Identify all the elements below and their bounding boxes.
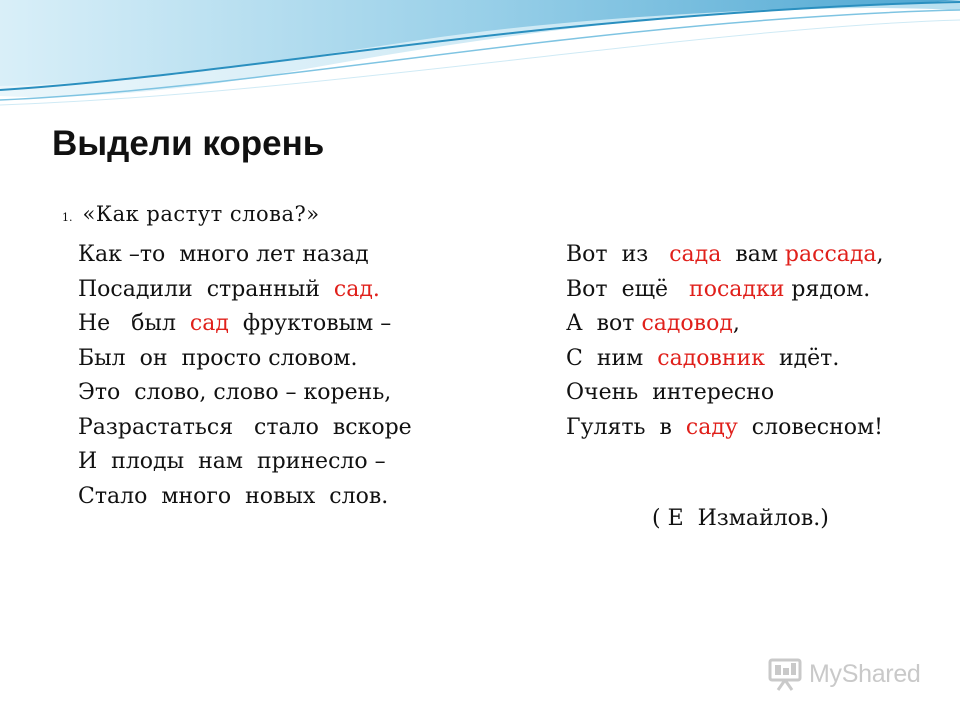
poem-line	[566, 238, 884, 273]
highlighted-root-word: саду	[685, 414, 738, 440]
poem-text: словесном!	[737, 414, 883, 440]
poem-line	[78, 445, 412, 480]
poem-text: идёт.	[764, 345, 840, 371]
poem-line	[78, 342, 412, 377]
poem-text: Гулять в	[566, 414, 686, 440]
poem-heading	[62, 202, 320, 226]
poem-text: Разрастаться стало вскоре	[78, 414, 412, 440]
highlighted-root-word: садовник	[657, 345, 765, 371]
poem-text: ,	[876, 242, 884, 267]
poem-text: ,	[732, 311, 740, 336]
poem-line	[566, 376, 884, 411]
poem-text: С ним	[566, 345, 658, 371]
poem-title: «Как растут слова?»	[82, 202, 320, 226]
poem-text: рядом.	[784, 276, 871, 302]
highlighted-root-word: посадки	[689, 276, 785, 302]
poem-line	[566, 342, 884, 377]
poem-text: Как –то много лет назад	[78, 242, 369, 267]
watermark-logo	[767, 654, 927, 694]
poem-author: ( Е Измайлов.)	[652, 506, 829, 531]
poem-text: Был он просто словом.	[78, 345, 358, 371]
highlighted-root-word: сад.	[333, 276, 380, 302]
poem-line	[78, 307, 412, 342]
poem-text: И плоды нам принесло –	[78, 449, 386, 474]
header-wave-decoration	[0, 0, 960, 110]
poem-line	[566, 307, 884, 342]
poem-text: Стало много новых слов.	[78, 483, 389, 509]
poem-text: Не был	[78, 311, 190, 336]
poem-text: Вот из	[566, 242, 670, 267]
poem-line	[78, 273, 412, 308]
poem-text: Очень интересно	[566, 380, 775, 405]
poem-line	[566, 273, 884, 308]
presentation-board-icon	[767, 657, 803, 691]
highlighted-root-word: сад	[189, 311, 229, 336]
poem-line	[566, 411, 884, 446]
highlighted-root-word: садовод	[641, 311, 733, 336]
poem-text: вам	[721, 242, 785, 267]
poem-text: фруктовым –	[228, 311, 392, 336]
highlighted-root-word: рассада	[784, 242, 877, 267]
poem-text: Это слово, слово – корень,	[78, 380, 392, 405]
poem-line	[78, 411, 412, 446]
poem-line	[78, 238, 412, 273]
highlighted-root-word: сада	[669, 242, 722, 267]
slide-title: Выдели корень	[52, 124, 325, 163]
poem-number: 1.	[62, 211, 73, 224]
poem-text: Вот ещё	[566, 276, 690, 302]
poem-line	[78, 376, 412, 411]
poem-text: А вот	[566, 311, 642, 336]
poem-left-column	[78, 238, 412, 514]
poem-right-column	[566, 238, 884, 445]
poem-line	[78, 480, 412, 515]
poem-text: Посадили странный	[78, 276, 334, 302]
watermark-text: MyShared	[809, 659, 921, 688]
